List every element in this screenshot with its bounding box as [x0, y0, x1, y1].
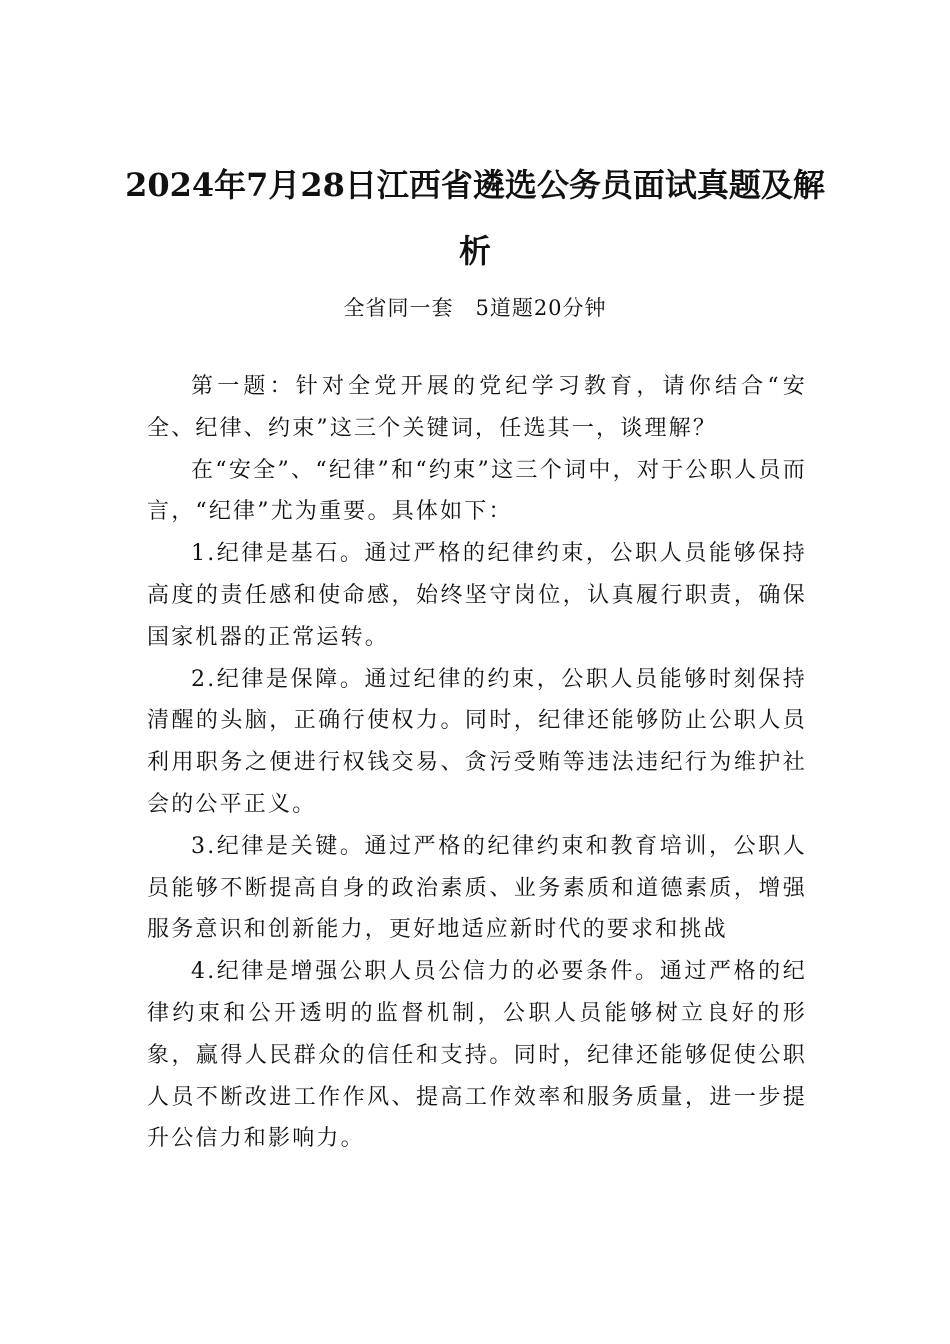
document-body — [147, 366, 807, 1160]
answer-point-3: 3.纪律是关键。通过严格的纪律约束和教育培训，公职人员能够不断提高自身的政治素质、业务素质和道德素质，增强服务意识和创新能力，更好地适应新时代的要求和挑战 — [147, 833, 807, 943]
answer-point-4: 4.纪律是增强公职人员公信力的必要条件。通过严格的纪律约束和公开透明的监督机制，公职人员能够树立良好的形象，赢得人民群众的信任和支持。同时，纪律还能够促使公职人员不断改进工作作风、提高工作效率和服务质量，进一步提升公信力和影响力。 — [147, 959, 807, 1152]
answer-point-2: 2.纪律是保障。通过纪律的约束，公职人员能够时刻保持清醒的头脑，正确行使权力。同时，纪律还能够防止公职人员利用职务之便进行权钱交易、贪污受贿等违法违纪行为维护社会的公平正义。 — [147, 666, 807, 817]
answer-point-1: 1.纪律是基石。通过严格的纪律约束，公职人员能够保持高度的责任感和使命感，始终坚守岗位，认真履行职责，确保国家机器的正常运转。 — [147, 541, 807, 650]
question-paragraph: 第一题：针对全党开展的党纪学习教育，请你结合“安全、纪律、约束”这三个关键词，任选其一，谈理解？ — [147, 374, 807, 441]
answer-intro-paragraph: 在“安全”、“纪律”和“约束”这三个词中，对于公职人员而言，“纪律”尤为重要。具体如下： — [147, 457, 807, 525]
document-title: 2024年7月28日江西省遴选公务员面试真题及解析 — [125, 166, 825, 270]
document-subtitle: 全省同一套 5道题20分钟 — [343, 296, 607, 320]
